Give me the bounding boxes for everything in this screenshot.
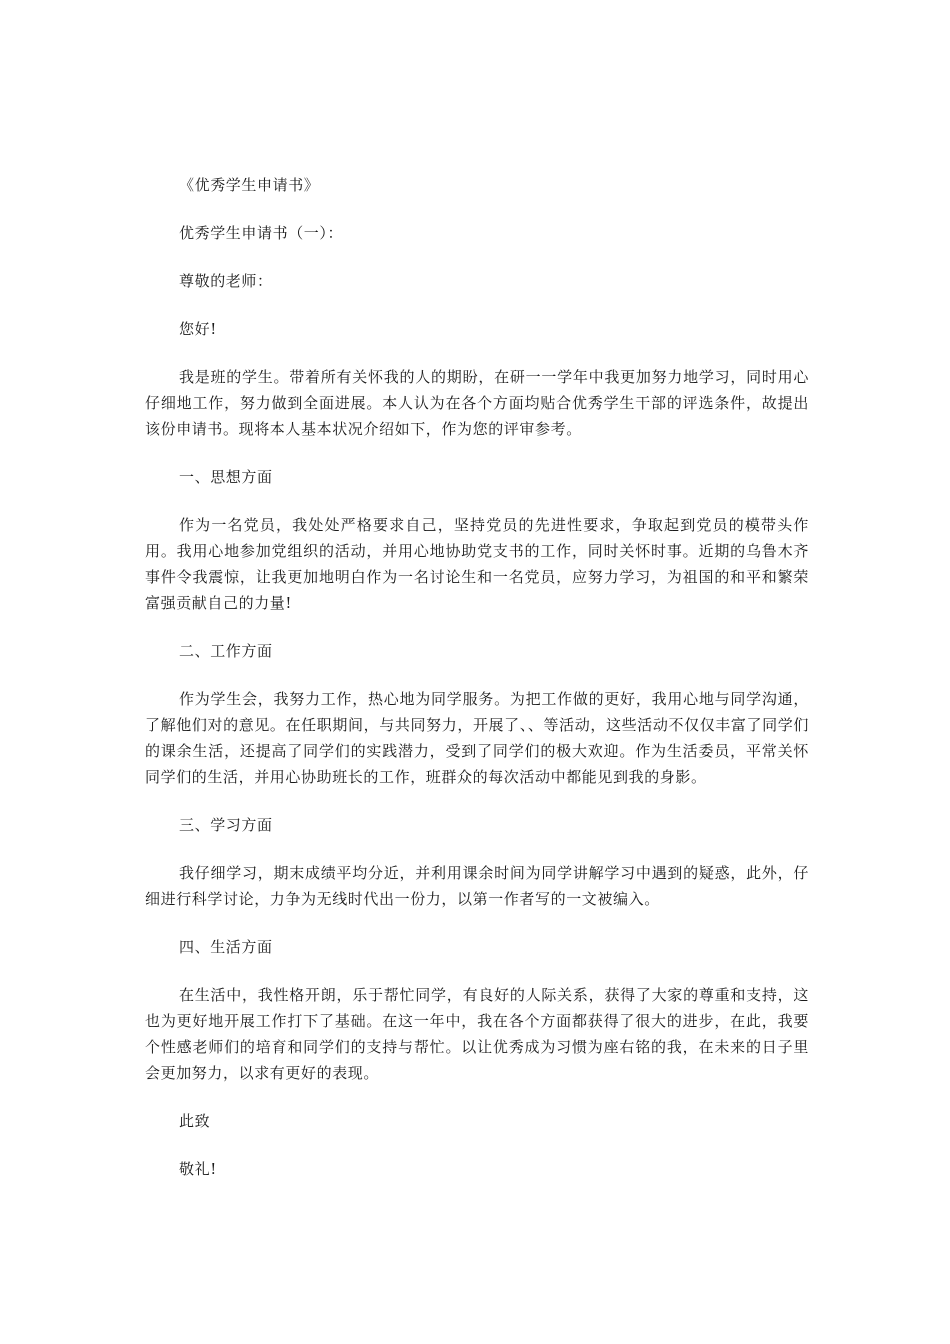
document-subtitle: 优秀学生申请书（一）： <box>179 224 344 242</box>
regards: 敬礼! <box>179 1160 217 1178</box>
closing: 此致 <box>179 1112 211 1130</box>
document-body <box>145 172 809 1182</box>
document-title: 《优秀学生申请书》 <box>179 176 320 194</box>
section-heading-study: 三、学习方面 <box>179 816 273 834</box>
intro-paragraph: 我是班的学生。带着所有关怀我的人的期盼，在研一一学年中我更加努力地学习，同时用心仔细地工作，努力做到全面进展。本人认为在各个方面均贴合优秀学生干部的评选条件，故提出该份申请书。现将本人基本状况介绍如下，作为您的评审参考。 <box>145 368 809 438</box>
section-body-study: 我仔细学习，期末成绩平均分近，并利用课余时间为同学讲解学习中遇到的疑惑，此外，仔细进行科学讨论，力争为无线时代出一份力，以第一作者写的一文被编入。 <box>145 864 809 908</box>
salutation: 尊敬的老师： <box>179 272 273 290</box>
section-heading-work: 二、工作方面 <box>179 642 273 660</box>
section-body-work: 作为学生会，我努力工作，热心地为同学服务。为把工作做的更好，我用心地与同学沟通，了解他们对的意见。在任职期间，与共同努力，开展了、、等活动，这些活动不仅仅丰富了同学们的课余生活，还提高了同学们的实践潜力，受到了同学们的极大欢迎。作为生活委员，平常关怀同学们的生活，并用心协助班长的工作，班群众的每次活动中都能见到我的身影。 <box>145 690 809 786</box>
section-heading-thought: 一、思想方面 <box>179 468 273 486</box>
section-heading-life: 四、生活方面 <box>179 938 273 956</box>
section-body-thought: 作为一名党员，我处处严格要求自己，坚持党员的先进性要求，争取起到党员的模带头作用。我用心地参加党组织的活动，并用心地协助党支书的工作，同时关怀时事。近期的乌鲁木齐事件令我震惊，让我更加地明白作为一名讨论生和一名党员，应努力学习，为祖国的和平和繁荣富强贡献自己的力量! <box>145 516 809 612</box>
greeting: 您好! <box>179 320 217 338</box>
section-body-life: 在生活中，我性格开朗，乐于帮忙同学，有良好的人际关系，获得了大家的尊重和支持，这也为更好地开展工作打下了基础。在这一年中，我在各个方面都获得了很大的进步，在此，我要个性感老师们的培育和同学们的支持与帮忙。以让优秀成为习惯为座右铭的我，在未来的日子里会更加努力，以求有更好的表现。 <box>145 986 809 1082</box>
